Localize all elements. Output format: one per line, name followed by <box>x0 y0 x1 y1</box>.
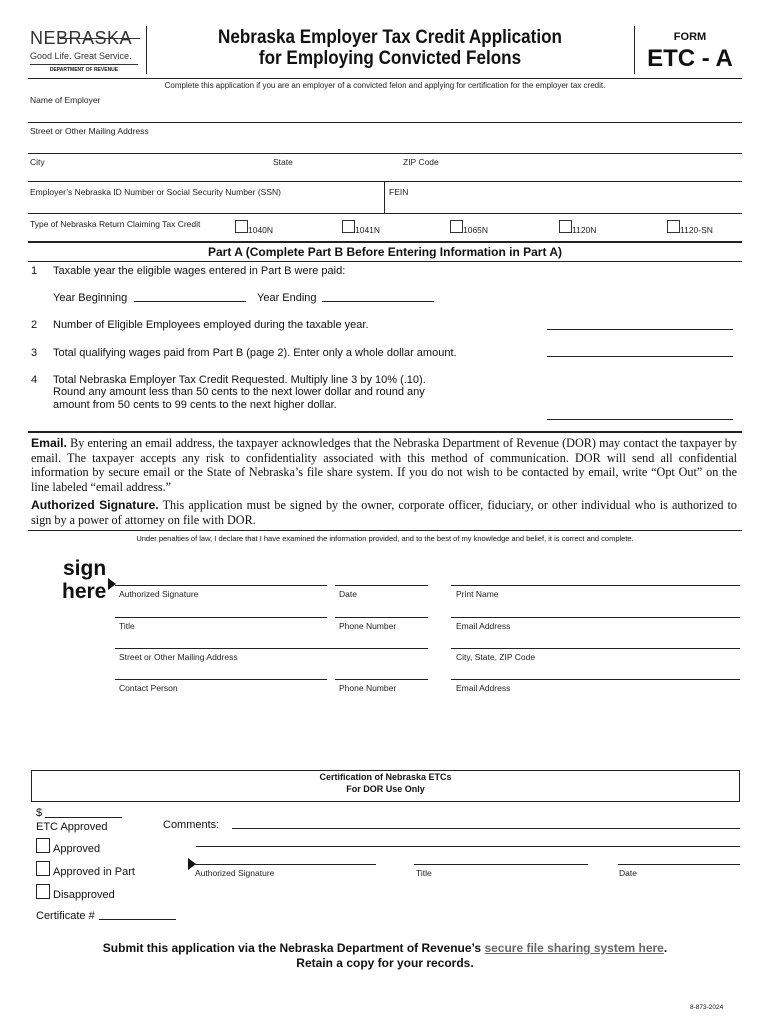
part-a-top-rule <box>28 241 742 243</box>
line3-text: Total qualifying wages paid from Part B (page 2). Enter only a whole dollar amount. <box>53 347 457 359</box>
logo-name: NEBRASKA <box>30 28 133 48</box>
nebraska-id-label: Employer’s Nebraska ID Number or Social Security Number (SSN) <box>30 187 281 197</box>
certification-title: Certification of Nebraska ETCs <box>319 772 452 782</box>
line4-text-b: Round any amount less than 50 cents to the next lower dollar and round any <box>53 386 425 398</box>
form-label: FORM <box>673 31 707 43</box>
form-number: 8-873-2024 <box>690 1004 724 1011</box>
certification-subtitle: For DOR Use Only <box>346 784 425 794</box>
return-type-label: Type of Nebraska Return Claiming Tax Credit <box>30 219 201 229</box>
here-word: here <box>62 580 107 603</box>
dollar-sign: $ <box>36 807 43 819</box>
dor-auth-signature-field[interactable] <box>195 864 376 865</box>
comments-field-1[interactable] <box>232 828 740 829</box>
line4-number: 4 <box>31 374 38 386</box>
zip-label: ZIP Code <box>403 157 439 167</box>
contact-person-field[interactable] <box>115 679 327 680</box>
authorized-text: This application must be signed by the owner, corporate officer, fiduciary, or other individual who is authorized to sign by a power of attorney on file with DOR. <box>31 498 738 527</box>
phone-field-2[interactable] <box>335 679 428 680</box>
year-ending-label: Year Ending <box>257 292 317 304</box>
sign-street-field[interactable] <box>115 648 428 649</box>
dor-title-label: Title <box>416 868 432 878</box>
logo-swoosh <box>60 38 140 39</box>
sign-word: sign <box>63 557 107 580</box>
checkbox-1040n[interactable] <box>235 220 248 233</box>
part-a-heading: Part A (Complete Part B Before Entering Information in Part A) <box>207 245 563 259</box>
authorized-signature-label: Authorized Signature <box>119 589 199 599</box>
line3-field[interactable] <box>547 356 733 357</box>
dor-auth-signature-label: Authorized Signature <box>195 868 275 878</box>
email-text: By entering an email address, the taxpayer acknowledges that the Nebraska Department of Revenue (DOR) may contact the taxpayer by email. The taxpayer accepts any risk to confidentiality associated with this method of communication. DOR will send all confidential information by secure email or the State of Nebraska’s file share system. If you do not wish to be contacted by email, write “Opt Out” on the line labeled “email address.” <box>31 436 737 494</box>
option-1041n: 1041N <box>355 225 381 235</box>
option-1065n: 1065N <box>463 225 489 235</box>
approved-in-part-checkbox[interactable] <box>36 861 50 876</box>
part-a-heading-rule <box>28 261 742 262</box>
line1-text: Taxable year the eligible wages entered in Part B were paid: <box>53 265 346 277</box>
street-field[interactable] <box>28 126 742 154</box>
form-id: ETC - A <box>647 45 733 72</box>
comments-field-2[interactable] <box>196 846 740 847</box>
dor-date-field[interactable] <box>618 864 740 865</box>
email-paragraph <box>31 436 737 494</box>
employer-name-label: Name of Employer <box>30 95 101 105</box>
approved-checkbox[interactable] <box>36 838 50 853</box>
city-label: City <box>30 157 45 167</box>
city-state-zip-field[interactable] <box>28 157 742 182</box>
fein-label: FEIN <box>389 187 409 197</box>
disapproved-label: Disapproved <box>53 889 115 901</box>
line2-number: 2 <box>31 319 38 331</box>
line3-number: 3 <box>31 347 38 359</box>
line1-number: 1 <box>31 265 38 277</box>
checkbox-1065n[interactable] <box>450 220 463 233</box>
city-state-zip-label: City, State, ZIP Code <box>456 652 536 662</box>
option-1120n: 1120N <box>572 225 597 235</box>
contact-person-label: Contact Person <box>119 683 178 693</box>
comments-label: Comments: <box>163 819 220 831</box>
email-address-label: Email Address <box>456 621 511 631</box>
employer-name-field[interactable] <box>28 95 742 123</box>
id-field[interactable] <box>28 182 742 214</box>
certificate-field[interactable] <box>99 919 176 920</box>
dor-title-field[interactable] <box>414 864 588 865</box>
sign-arrow-icon <box>108 578 116 590</box>
penalty-statement: Under penalties of law, I declare that I have examined the information provided, and to the best of my knowledge and belief, it is correct and complete. <box>136 534 634 543</box>
instructions: Complete this application if you are an employer of a convicted felon and applying for certification for the employer tax credit. <box>164 81 606 90</box>
checkbox-1120sn[interactable] <box>667 220 680 233</box>
sign-date-field[interactable] <box>335 585 428 586</box>
title-line2: for Employing Convicted Felons <box>258 48 522 69</box>
logo <box>30 28 142 78</box>
authorized-label: Authorized Signature. <box>31 498 159 512</box>
checkbox-1041n[interactable] <box>342 220 355 233</box>
logo-dept: DEPARTMENT OF REVENUE <box>49 67 119 73</box>
etc-approved-label: ETC Approved <box>36 821 108 833</box>
title-field[interactable] <box>115 617 327 618</box>
line4-text-a: Total Nebraska Employer Tax Credit Requested. Multiply line 3 by 10% (.10). <box>53 374 426 386</box>
penalty-rule <box>28 530 742 531</box>
print-name-label: Print Name <box>456 589 499 599</box>
state-label: State <box>273 157 293 167</box>
disapproved-checkbox[interactable] <box>36 884 50 899</box>
header-divider-left <box>146 26 147 74</box>
email-label: Email. <box>31 436 67 450</box>
year-beginning-label: Year Beginning <box>53 292 128 304</box>
title-line1: Nebraska Employer Tax Credit Application <box>218 27 562 48</box>
street-label: Street or Other Mailing Address <box>30 126 149 136</box>
approved-in-part-label: Approved in Part <box>53 866 135 878</box>
submit-instructions <box>28 941 742 955</box>
authorized-paragraph <box>31 498 737 527</box>
retain-copy: Retain a copy for your records. <box>296 956 474 970</box>
authorized-signature-field[interactable] <box>115 585 327 586</box>
option-1040n: 1040N <box>248 225 274 235</box>
title-label: Title <box>119 621 135 631</box>
year-ending-field[interactable] <box>322 301 434 302</box>
logo-tagline: Good Life. Great Service. <box>30 51 132 61</box>
checkbox-1120n[interactable] <box>559 220 572 233</box>
approved-label: Approved <box>53 843 101 855</box>
form-title <box>150 27 630 69</box>
dor-date-label: Date <box>619 868 637 878</box>
certificate-label: Certificate # <box>36 910 95 922</box>
email-address-field[interactable] <box>451 617 740 618</box>
print-name-field[interactable] <box>451 585 740 586</box>
email-address-label-2: Email Address <box>456 683 511 693</box>
submit-text-b: . <box>663 941 668 955</box>
header-bottom-rule <box>28 78 742 79</box>
line2-field[interactable] <box>547 329 733 330</box>
etc-amount-field[interactable] <box>45 817 122 818</box>
phone-label-2: Phone Number <box>339 683 397 693</box>
sign-date-label: Date <box>339 589 357 599</box>
line2-text: Number of Eligible Employees employed during the taxable year. <box>53 319 369 331</box>
email-address-field-2[interactable] <box>451 679 740 680</box>
line4-field[interactable] <box>547 419 733 420</box>
submit-text-a: Submit this application via the Nebraska Department of Revenue’s <box>102 941 485 955</box>
phone-label: Phone Number <box>339 621 397 631</box>
logo-rule <box>30 64 138 65</box>
sign-street-label: Street or Other Mailing Address <box>119 652 238 662</box>
phone-field[interactable] <box>335 617 428 618</box>
option-1120sn: 1120-SN <box>680 225 713 235</box>
city-state-zip-field-2[interactable] <box>451 648 740 649</box>
secure-file-sharing-link[interactable]: secure file sharing system here <box>484 941 664 955</box>
part-a-bottom-rule <box>28 431 742 433</box>
year-beginning-field[interactable] <box>134 301 246 302</box>
header-divider-right <box>634 26 635 74</box>
line4-text-c: amount from 50 cents to 99 cents to the next higher dollar. <box>53 399 337 411</box>
